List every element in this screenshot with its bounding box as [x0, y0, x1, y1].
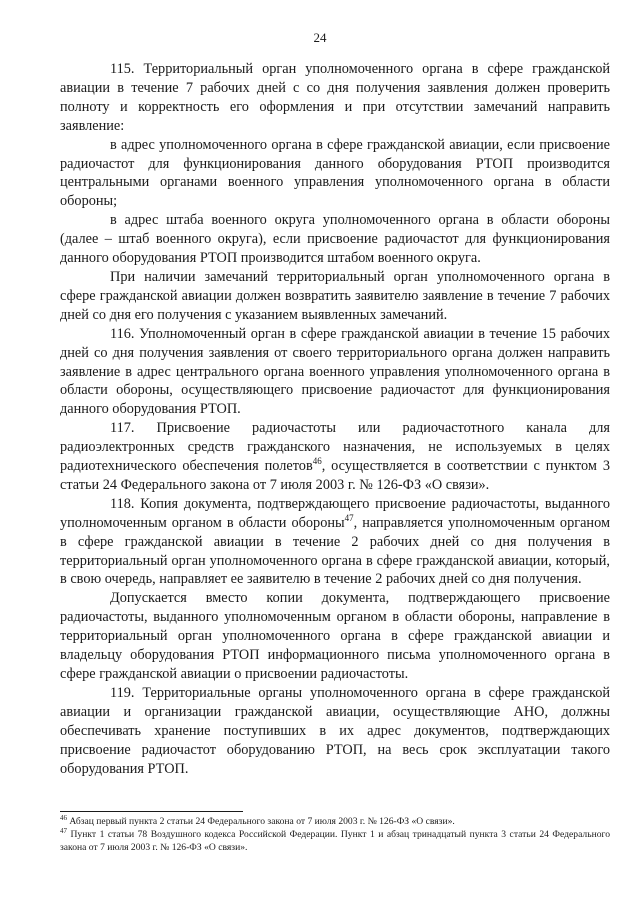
- footnote-ref-46[interactable]: 46: [312, 456, 322, 467]
- paragraph-115-item-2: в адрес штаба военного округа уполномоченного органа в области обороны (далее – штаб военного округа), если присвоение радиочастот для функционирования данного оборудования РТОП производится штабом военного округа.: [60, 212, 610, 267]
- footnote-46: [60, 815, 610, 828]
- paragraph-115-remarks: При наличии замечаний территориальный орган уполномоченного органа в сфере гражданской авиации должен возвратить заявителю заявление в течение 7 рабочих дней со дня его получения с указанием выявленных замечаний.: [60, 268, 610, 323]
- paragraph-119: 119. Территориальные органы уполномоченного органа в сфере гражданской авиации и организации гражданской авиации, осуществляющие АНО, должны обеспечивать хранение поступивших в их адрес документов, подтверждающих присвоение радиочастот оборудованию РТОП, на весь срок эксплуатации такого оборудования РТОП.: [60, 684, 610, 777]
- footnote-text: Пункт 1 статьи 78 Воздушного кодекса Российской Федерации. Пункт 1 и абзац тринадцатый пункта 3 статьи 24 Федерального закона от 7 июля 2003 г. № 126-ФЗ «О связи».: [60, 829, 610, 853]
- footnote-divider: [60, 811, 243, 812]
- footnotes: [60, 815, 610, 854]
- paragraph-118-text-b: , направляется уполномоченным органом в сфере гражданской авиации в течение 2 рабочих дней со дня получения в территориальный орган уполномоченного органа в сфере гражданской авиации, который, в свою очередь, направляет ее заявителю в течение 2 рабочих дней со дня получения.: [60, 514, 610, 588]
- footnote-number: 46: [60, 813, 67, 822]
- paragraph-118: [60, 495, 610, 590]
- paragraph-117-text-a: 117. Присвоение радиочастоты или радиочастотного канала для радиоэлектронных средств гражданского назначения, не используемых в целях радиотехнического обеспечения полетов: [60, 420, 610, 475]
- footnote-number: 47: [60, 826, 67, 835]
- footnote-text: Абзац первый пункта 2 статьи 24 Федерального закона от 7 июля 2003 г. № 126-ФЗ «О связи».: [67, 816, 455, 827]
- paragraph-118-text-a: 118. Копия документа, подтверждающего присвоение радиочастоты, выданного уполномоченным органом в области обороны: [60, 495, 610, 531]
- footnote-47: [60, 828, 610, 854]
- paragraph-115: 115. Территориальный орган уполномоченного органа в сфере гражданской авиации в течение 7 рабочих дней с со дня получения заявления должен проверить полноту и корректность его оформления и при отсутствии замечаний направить заявление:: [60, 61, 610, 134]
- paragraph-117-text-b: , осуществляется в соответствии с пунктом 3 статьи 24 Федерального закона от 7 июля 2003 г. № 126-ФЗ «О связи».: [60, 458, 610, 493]
- paragraph-115-item-1: в адрес уполномоченного органа в сфере гражданской авиации, если присвоение радиочастот для функционирования данного оборудования РТОП производится центральными органами военного управления уполномоченного органа в области обороны;: [60, 136, 610, 210]
- paragraph-117: [60, 419, 610, 495]
- page-number: 24: [313, 30, 327, 45]
- footnote-ref-47[interactable]: 47: [344, 512, 354, 523]
- paragraph-116: 116. Уполномоченный орган в сфере гражданской авиации в течение 15 рабочих дней со дня получения заявления от своего территориального органа должен направить заявление в адрес центрального органа военного управления уполномоченного органа в области обороны, осуществляющего присвоение радиочастот для функционирования данного оборудования РТОП.: [60, 325, 610, 418]
- paragraph-118-alternative: Допускается вместо копии документа, подтверждающего присвоение радиочастоты, выданного уполномоченным органом в области обороны, направление в территориальный орган уполномоченного органа в сфере гражданской авиации и владельцу оборудования РТОП информационного письма уполномоченного органа в сфере гражданской авиации о присвоении радиочастоты.: [60, 590, 610, 682]
- document-body: [60, 60, 610, 778]
